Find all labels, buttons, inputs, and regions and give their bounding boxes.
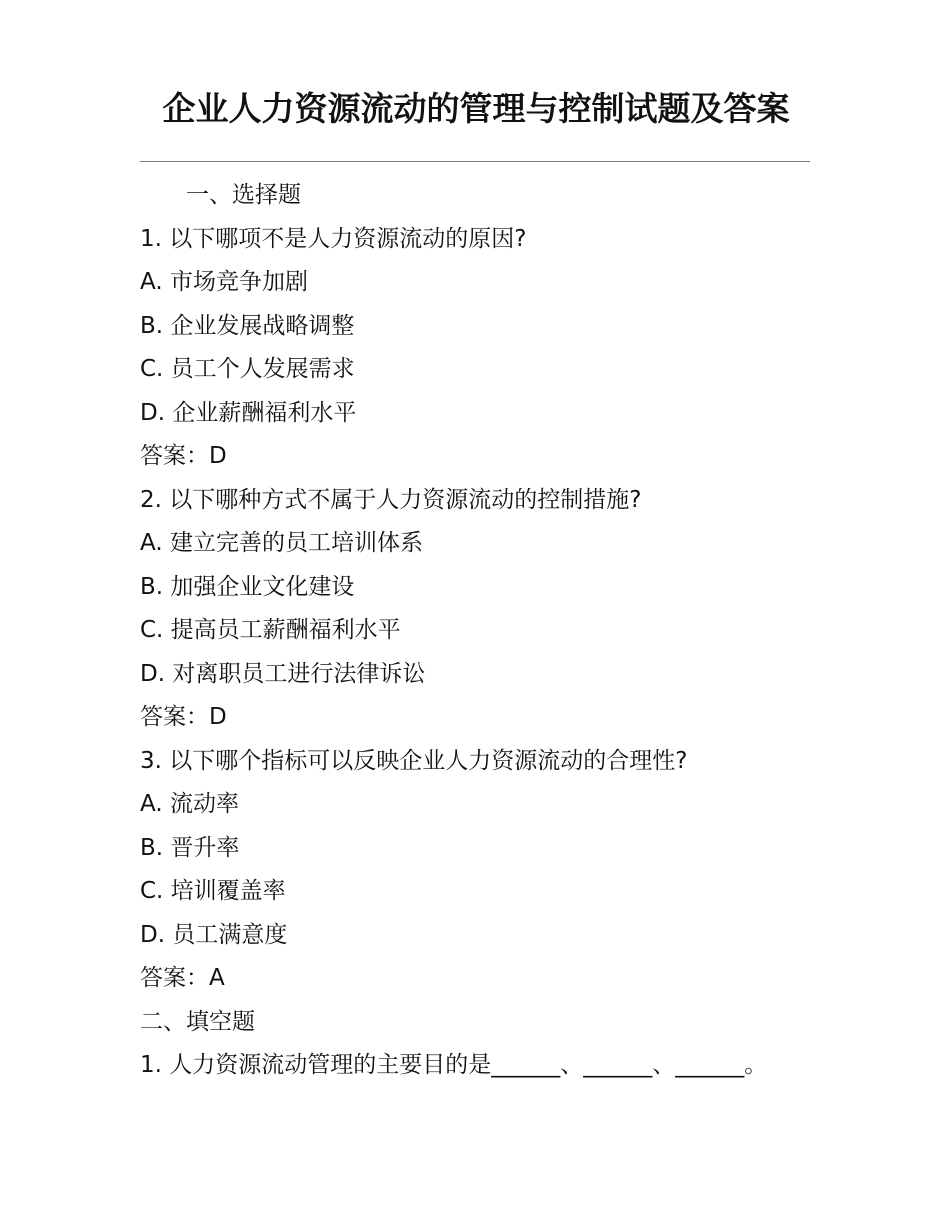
text-line: 二、填空题	[140, 1008, 255, 1035]
text-line: A. 市场竞争加剧	[140, 269, 308, 295]
text-line: D. 对离职员工进行法律诉讼	[140, 660, 426, 687]
text-line: B. 企业发展战略调整	[140, 312, 355, 339]
text-line: 一、选择题	[186, 182, 301, 208]
text-line: 答案：D	[140, 704, 227, 730]
text-line: C. 员工个人发展需求	[140, 356, 355, 382]
text-line: C. 培训覆盖率	[140, 878, 286, 904]
text-line: 答案：A	[140, 965, 225, 991]
text-line: C. 提高员工薪酬福利水平	[140, 617, 401, 643]
document-title: 企业人力资源流动的管理与控制试题及答案	[162, 89, 790, 128]
text-line: B. 晋升率	[140, 834, 240, 861]
title-underline	[140, 161, 810, 162]
text-line: A. 流动率	[140, 791, 239, 817]
document-body	[140, 174, 840, 1088]
text-line: D. 员工满意度	[140, 921, 288, 948]
text-line: A. 建立完善的员工培训体系	[140, 530, 423, 556]
text-line: B. 加强企业文化建设	[140, 573, 355, 600]
text-line: 2. 以下哪种方式不属于人力资源流动的控制措施?	[140, 486, 642, 513]
text-line: 3. 以下哪个指标可以反映企业人力资源流动的合理性?	[140, 747, 688, 774]
text-line: 答案：D	[140, 443, 227, 469]
text-line: 1. 人力资源流动管理的主要目的是______、______、______。	[140, 1052, 768, 1078]
text-line: 1. 以下哪项不是人力资源流动的原因?	[140, 225, 527, 252]
text-line: D. 企业薪酬福利水平	[140, 399, 357, 426]
